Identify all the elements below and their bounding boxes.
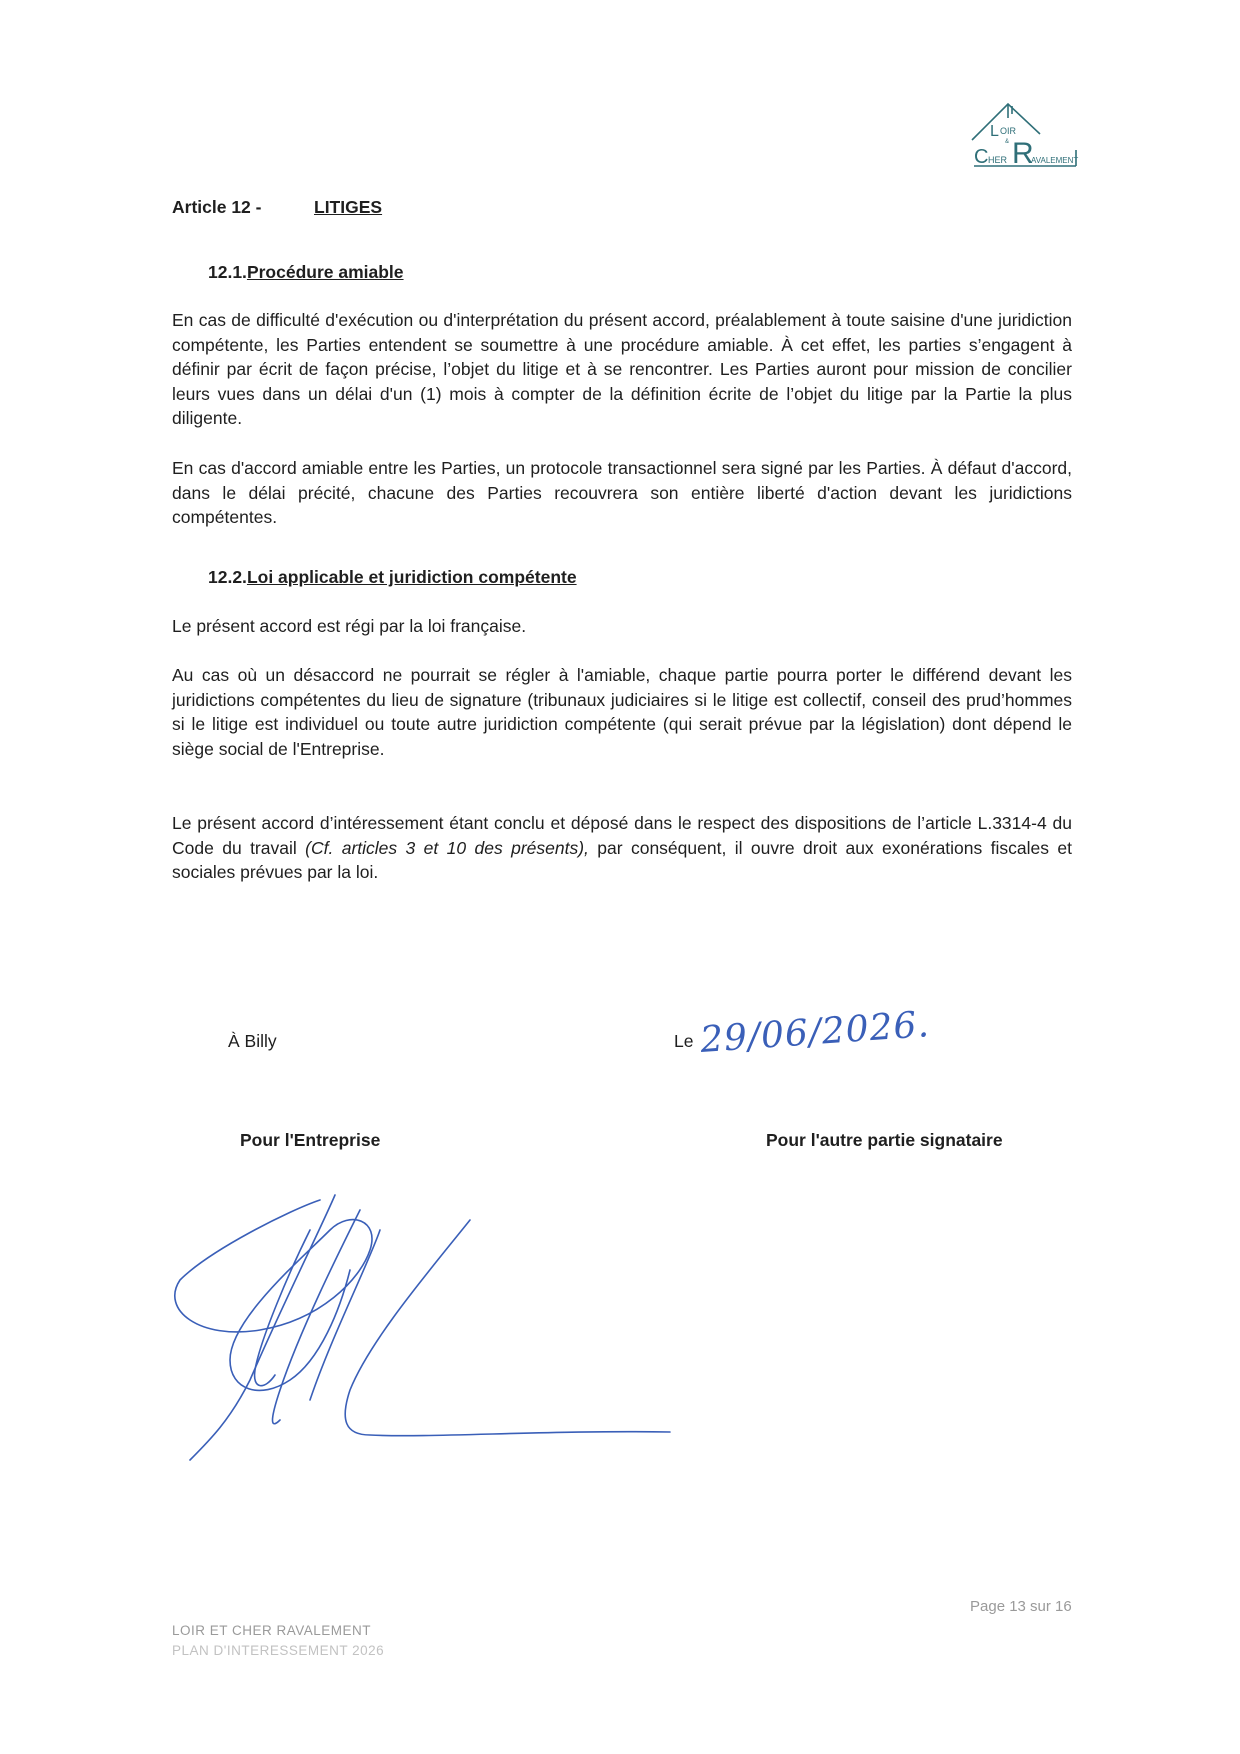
section-number: 12.1. — [208, 262, 247, 282]
closing-text-end: par conséquent, il ouvre droit aux exonérations fiscales et sociales prévues par la loi. — [172, 837, 1072, 882]
signature-place: À Billy — [228, 1031, 277, 1051]
svg-text:AVALEMENT: AVALEMENT — [1031, 156, 1079, 165]
signature-heading-entreprise: Pour l'Entreprise — [240, 1130, 381, 1150]
signature-heading-autre-partie: Pour l'autre partie signataire — [766, 1130, 1003, 1150]
article-title: LITIGES — [314, 197, 383, 217]
svg-text:&: & — [1005, 139, 1010, 145]
article-number: Article 12 - — [172, 197, 262, 217]
handwritten-signature — [170, 1190, 690, 1470]
article-heading — [172, 197, 382, 218]
section-heading-12-1 — [208, 262, 404, 283]
paragraph-exonerations — [172, 811, 1072, 885]
svg-text:C: C — [974, 146, 989, 168]
section-title: Loi applicable et juridiction compétente — [246, 567, 577, 587]
company-logo — [968, 100, 1080, 170]
closing-reference: (Cf. articles 3 et 10 des présents), — [305, 837, 589, 858]
handwritten-date: 29/06/2026. — [698, 1004, 932, 1061]
paragraph-procedure-amiable: En cas de difficulté d'exécution ou d'interprétation du présent accord, préalablement à toute saisine d'une juridiction compétente, les Parties entendent se soumettre à une procédure amiable. À cet effet, les parties s’engagent à définir par écrit de façon précise, l’objet du litige et à se rencontrer. Les Parties auront pour mission de concilier leurs vues dans un délai d'un (1) mois à compter de la définition écrite de l’objet du litige par la Partie la plus diligente. — [172, 310, 1072, 428]
closing-text: Le présent accord d’intéressement étant conclu et déposé dans le respect des dispositions de l’article L.3314-4 du Code du travail — [172, 813, 1072, 858]
paragraph-accord-amiable: En cas d'accord amiable entre les Parties, un protocole transactionnel sera signé par les Parties. À défaut d'accord, dans le délai précité, chacune des Parties recouvrera son entière liberté d'action devant les juridictions compétentes. — [172, 458, 1072, 527]
svg-text:L: L — [990, 123, 999, 140]
paragraph-juridiction: Au cas où un désaccord ne pourrait se régler à l'amiable, chaque partie pourra porter le différend devant les juridictions compétentes du lieu de signature (tribunaux judiciaires si le litige est collectif, conseil des prud’hommes si le litige est individuel ou toute autre juridiction compétente (qui serait prévue par la législation) dont dépend le siège social de l'Entreprise. — [172, 665, 1072, 759]
date-label: Le — [674, 1031, 694, 1051]
footer-company: LOIR ET CHER RAVALEMENT — [172, 1623, 372, 1638]
page-number: Page 13 sur 16 — [970, 1598, 1072, 1615]
section-title: Procédure amiable — [246, 262, 404, 282]
svg-text:OIR: OIR — [1000, 126, 1017, 136]
footer-document: PLAN D'INTERESSEMENT 2026 — [172, 1643, 385, 1658]
svg-text:HER: HER — [988, 155, 1008, 165]
paragraph-loi-francaise: Le présent accord est régi par la loi française. — [172, 616, 527, 636]
section-number: 12.2. — [208, 567, 247, 587]
section-heading-12-2 — [208, 567, 577, 588]
svg-text:R: R — [1012, 137, 1034, 170]
